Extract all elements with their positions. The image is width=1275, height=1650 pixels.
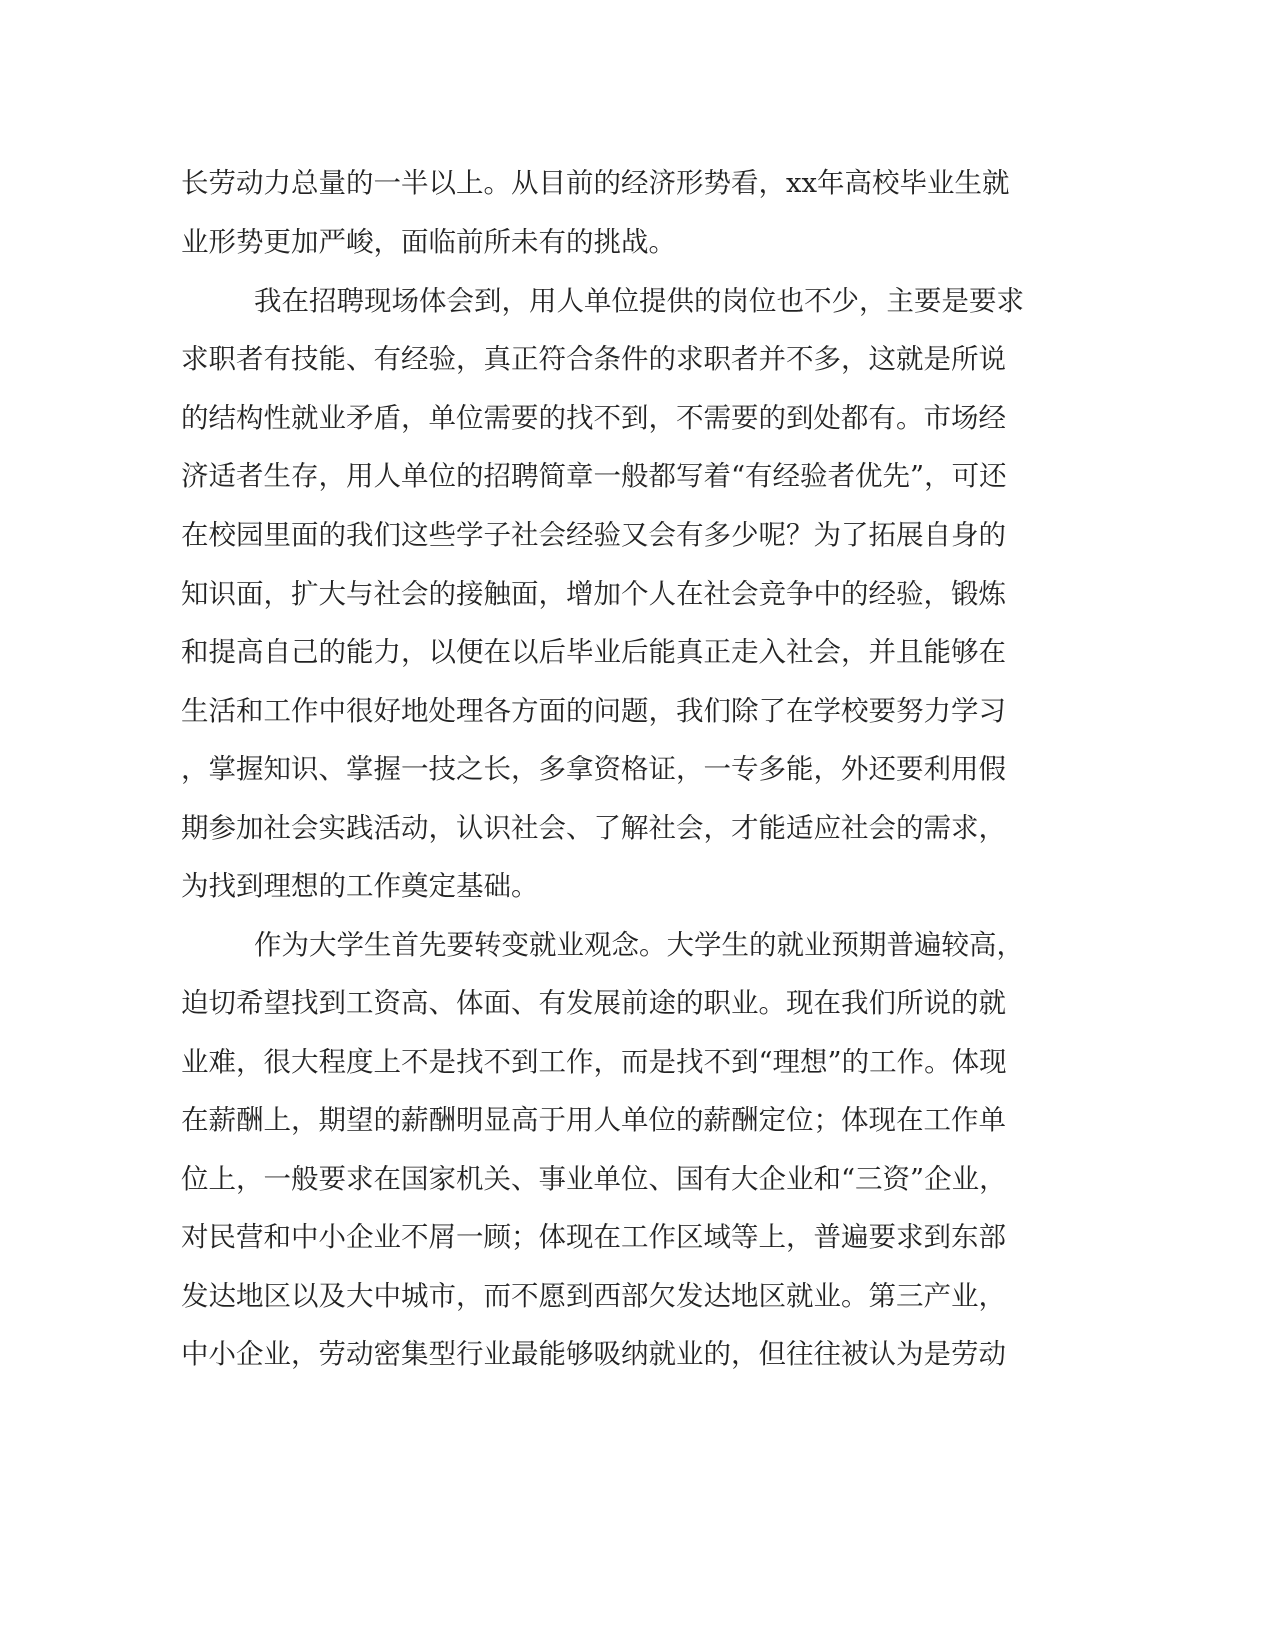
text-line: 发达地区以及大中城市，而不愿到西部欠发达地区就业。第三产业， — [181, 1280, 1006, 1312]
text-line: ，掌握知识、掌握一技之长，多拿资格证，一专多能，外还要利用假 — [181, 753, 1006, 785]
text-line: 业难，很大程度上不是找不到工作，而是找不到“理想”的工作。体现 — [181, 1046, 1007, 1078]
text-line: 期参加社会实践活动，认识社会、了解社会，才能适应社会的需求， — [181, 812, 1006, 844]
text-line: 中小企业，劳动密集型行业最能够吸纳就业的，但往往被认为是劳动 — [181, 1338, 1006, 1370]
text-line: 知识面，扩大与社会的接触面，增加个人在社会竞争中的经验，锻炼 — [181, 578, 1006, 610]
paragraph-first-line: 作为大学生首先要转变就业观念。大学生的就业预期普遍较高， — [254, 929, 1024, 961]
text-line: 对民营和中小企业不屑一顾；体现在工作区域等上，普遍要求到东部 — [181, 1221, 1006, 1253]
text-line: 业形势更加严峻，面临前所未有的挑战。 — [181, 226, 676, 258]
text-line: 的结构性就业矛盾，单位需要的找不到，不需要的到处都有。市场经 — [181, 402, 1006, 434]
text-line: 迫切希望找到工资高、体面、有发展前途的职业。现在我们所说的就 — [181, 987, 1006, 1019]
paragraph-first-line: 我在招聘现场体会到，用人单位提供的岗位也不少，主要是要求 — [254, 285, 1024, 317]
text-line: 位上，一般要求在国家机关、事业单位、国有大企业和“三资”企业， — [181, 1163, 1007, 1195]
text-line: 和提高自己的能力，以便在以后毕业后能真正走入社会，并且能够在 — [181, 636, 1006, 668]
text-line: 在校园里面的我们这些学子社会经验又会有多少呢？为了拓展自身的 — [181, 519, 1006, 551]
text-line: 为找到理想的工作奠定基础。 — [181, 870, 539, 902]
text-line: 生活和工作中很好地处理各方面的问题，我们除了在学校要努力学习 — [181, 695, 1006, 727]
text-line: 在薪酬上，期望的薪酬明显高于用人单位的薪酬定位；体现在工作单 — [181, 1104, 1006, 1136]
text-line: 济适者生存，用人单位的招聘简章一般都写着“有经验者优先”，可还 — [181, 460, 1007, 492]
text-line: 长劳动力总量的一半以上。从目前的经济形势看，xx年高校毕业生就 — [181, 167, 1010, 199]
text-line: 求职者有技能、有经验，真正符合条件的求职者并不多，这就是所说 — [181, 343, 1006, 375]
